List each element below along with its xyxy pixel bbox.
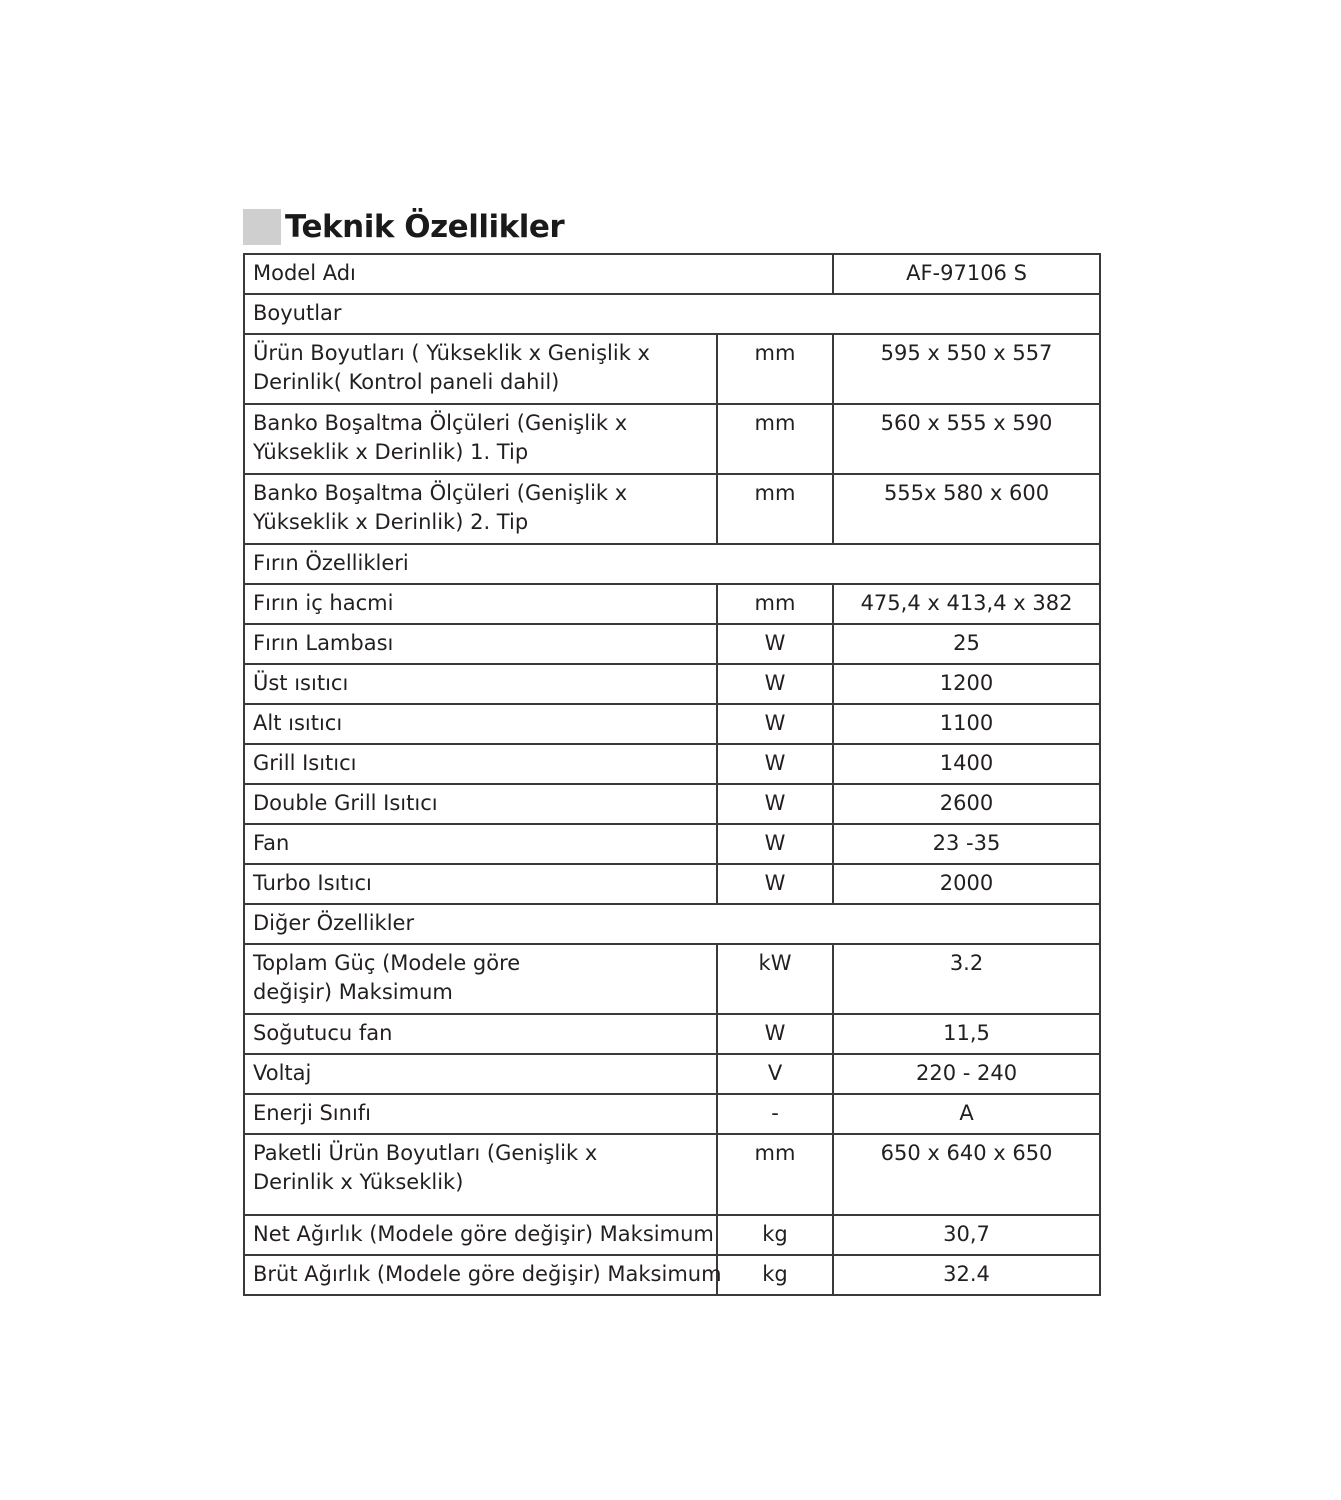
spec-label-line: Derinlik x Yükseklik) (253, 1170, 464, 1194)
section-title: Boyutlar (244, 294, 1100, 334)
spec-unit: mm (717, 334, 833, 404)
table-row (244, 864, 1100, 904)
model-value: AF-97106 S (833, 254, 1100, 294)
spec-value: A (833, 1094, 1100, 1134)
spec-value: 11,5 (833, 1014, 1100, 1054)
section-title: Diğer Özellikler (244, 904, 1100, 944)
spec-unit: W (717, 784, 833, 824)
spec-value: 1400 (833, 744, 1100, 784)
spec-value: 32.4 (833, 1255, 1100, 1295)
spec-label-line: değişir) Maksimum (253, 980, 453, 1004)
spec-value: 25 (833, 624, 1100, 664)
spec-value: 2000 (833, 864, 1100, 904)
spec-label-line: Derinlik( Kontrol paneli dahil) (253, 370, 560, 394)
spec-label (244, 1134, 717, 1215)
spec-unit: W (717, 624, 833, 664)
spec-value: 220 - 240 (833, 1054, 1100, 1094)
spec-label: Üst ısıtıcı (244, 664, 717, 704)
spec-value: 555x 580 x 600 (833, 474, 1100, 544)
spec-label-line: Paketli Ürün Boyutları (Genişlik x (253, 1141, 598, 1165)
spec-unit: W (717, 704, 833, 744)
table-row (244, 944, 1100, 1014)
spec-unit: W (717, 664, 833, 704)
spec-value: 30,7 (833, 1215, 1100, 1255)
model-label: Model Adı (244, 254, 833, 294)
spec-label: Turbo Isıtıcı (244, 864, 717, 904)
table-row (244, 1054, 1100, 1094)
spec-value: 475,4 x 413,4 x 382 (833, 584, 1100, 624)
spec-unit: kg (717, 1215, 833, 1255)
spec-value: 2600 (833, 784, 1100, 824)
spec-unit: mm (717, 404, 833, 474)
spec-value: 650 x 640 x 650 (833, 1134, 1100, 1215)
table-row (244, 474, 1100, 544)
spec-label: Fırın Lambası (244, 624, 717, 664)
spec-table (243, 253, 1101, 1296)
spec-unit: kW (717, 944, 833, 1014)
spec-unit: mm (717, 1134, 833, 1215)
spec-label: Fırın iç hacmi (244, 584, 717, 624)
table-row (244, 784, 1100, 824)
table-row (244, 584, 1100, 624)
spec-unit: W (717, 824, 833, 864)
spec-unit: V (717, 1054, 833, 1094)
spec-value: 23 -35 (833, 824, 1100, 864)
section-title: Fırın Özellikleri (244, 544, 1100, 584)
table-row (244, 404, 1100, 474)
page-title: Teknik Özellikler (285, 209, 565, 245)
spec-label-line: Toplam Güç (Modele göre (253, 951, 521, 975)
table-row (244, 1215, 1100, 1255)
spec-unit: W (717, 1014, 833, 1054)
spec-label: Double Grill Isıtıcı (244, 784, 717, 824)
spec-unit: mm (717, 584, 833, 624)
table-row (244, 664, 1100, 704)
spec-value: 560 x 555 x 590 (833, 404, 1100, 474)
spec-label: Alt ısıtıcı (244, 704, 717, 744)
heading-marker-block (243, 209, 281, 245)
spec-label (244, 474, 717, 544)
spec-heading (243, 207, 564, 247)
table-row (244, 1094, 1100, 1134)
spec-unit: W (717, 744, 833, 784)
section-row-boyutlar (244, 294, 1100, 334)
table-row (244, 824, 1100, 864)
spec-label-line: Banko Boşaltma Ölçüleri (Genişlik x (253, 481, 628, 505)
spec-label: Net Ağırlık (Modele göre değişir) Maksimum (244, 1215, 717, 1255)
spec-value: 1200 (833, 664, 1100, 704)
spec-label (244, 944, 717, 1014)
spec-value: 1100 (833, 704, 1100, 744)
table-row (244, 704, 1100, 744)
spec-label: Soğutucu fan (244, 1014, 717, 1054)
spec-unit: kg (717, 1255, 833, 1295)
spec-label: Voltaj (244, 1054, 717, 1094)
spec-label-line: Ürün Boyutları ( Yükseklik x Genişlik x (253, 341, 650, 365)
spec-label-line: Yükseklik x Derinlik) 2. Tip (253, 510, 529, 534)
table-row (244, 1134, 1100, 1215)
spec-label-line: Banko Boşaltma Ölçüleri (Genişlik x (253, 411, 628, 435)
spec-label (244, 404, 717, 474)
spec-label: Brüt Ağırlık (Modele göre değişir) Maksimum (244, 1255, 717, 1295)
spec-label: Grill Isıtıcı (244, 744, 717, 784)
spec-unit: W (717, 864, 833, 904)
table-row (244, 334, 1100, 404)
spec-value: 3.2 (833, 944, 1100, 1014)
spec-unit: - (717, 1094, 833, 1134)
section-row-diger (244, 904, 1100, 944)
table-row (244, 1014, 1100, 1054)
spec-label-line: Yükseklik x Derinlik) 1. Tip (253, 440, 529, 464)
spec-label (244, 334, 717, 404)
spec-label: Enerji Sınıfı (244, 1094, 717, 1134)
table-row (244, 1255, 1100, 1295)
model-row (244, 254, 1100, 294)
spec-label: Fan (244, 824, 717, 864)
section-row-firin (244, 544, 1100, 584)
spec-unit: mm (717, 474, 833, 544)
spec-value: 595 x 550 x 557 (833, 334, 1100, 404)
table-row (244, 744, 1100, 784)
table-row (244, 624, 1100, 664)
